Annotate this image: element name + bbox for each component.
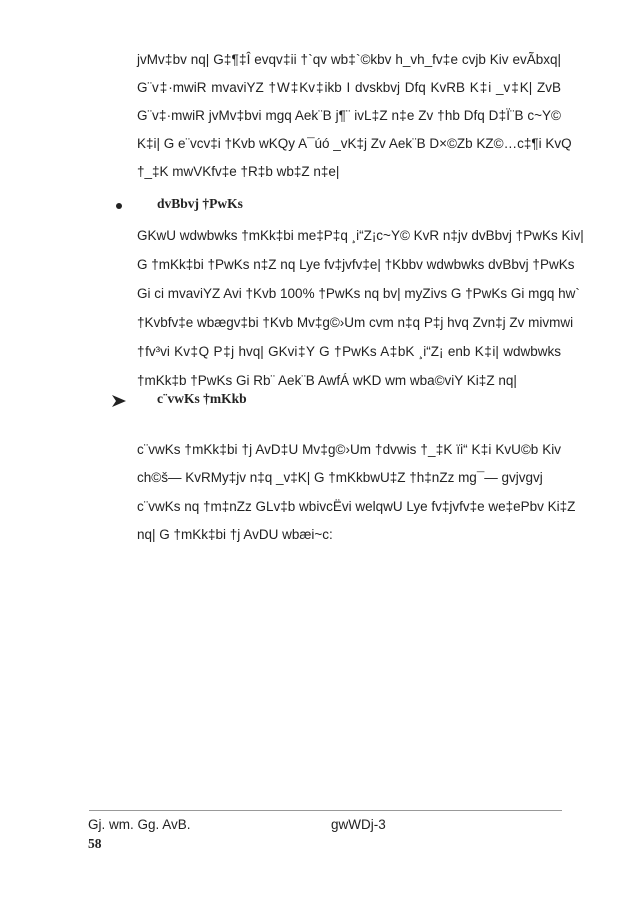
section-heading-packing-section: c¨vwKs †mKkb	[157, 391, 247, 406]
text-line: Gi ci mvaviYZ Avi †Kvb 100% †PwKs nq bv| myZivs G †PwKs Gi mgq hw`	[137, 286, 580, 301]
arrowhead-icon	[112, 395, 126, 407]
text-line: K‡i| G e¨vcv‡i †Kvb wKQy A¯úó _vK‡j Zv Aek¨B D×©Zb KZ©…c‡¶i KvQ	[137, 136, 572, 151]
footer-course-title: Gj. wm. Gg. AvB.	[88, 817, 191, 832]
text-line: c¨vwKs †mKk‡bi †j AvD‡U Mv‡g©›Um †dvwis †_‡K ïi“ K‡i KvU©b Kiv	[137, 442, 561, 457]
text-line: jvMv‡bv nq| G‡¶‡Î evqv‡ii †`qv wb‡`©kbv h_vh_fv‡e cvjb Kiv evÃbxq|	[137, 52, 561, 67]
text-line: c¨vwKs nq †m‡nZz GLv‡b wbivcËvi welqwU Lye fv‡jvfv‡e we‡ePbv Ki‡Z	[137, 499, 576, 514]
footer-divider	[89, 810, 562, 811]
text-line: †mKk‡b †PwKs Gi Rb¨ Aek¨B AwfÁ wKD wm wba©viY Ki‡Z nq|	[137, 373, 517, 388]
text-line: GKwU wdwbwks †mKk‡bi me‡P‡q ¸i“Z¡c~Y© KvR n‡jv dvBbvj †PwKs Kiv|	[137, 228, 584, 243]
text-line: nq| G †mKk‡bi †j AvDU wbæi~c:	[137, 527, 333, 542]
text-line: †fv³vi Kv‡Q P‡j hvq| GKvi‡Y G †PwKs A‡bK ¸i“Z¡ enb K‡i| wdwbwks	[137, 344, 561, 359]
text-line: G¨v‡·mwiR jvMv‡bvi mgq Aek¨B j¶¨ ivL‡Z n‡e Zv †hb Dfq D‡Ï¨B c~Y©	[137, 108, 561, 123]
section-heading-final-checking: dvBbvj †PwKs	[157, 196, 243, 211]
text-line: ch©š— KvRMy‡jv n‡q _v‡K| G †mKkbwU‡Z †h‡nZz mg¯— gvjvgvj	[137, 470, 543, 485]
footer-module-label: gwWDj-3	[331, 817, 386, 832]
text-line: †_‡K mwVKfv‡e †R‡b wb‡Z n‡e|	[137, 164, 340, 179]
page-number: 58	[88, 836, 102, 851]
bullet-icon	[116, 203, 122, 209]
text-line: G †mKk‡bi †PwKs n‡Z nq Lye fv‡jvfv‡e| †Kbbv wdwbwks dvBbvj †PwKs	[137, 257, 575, 272]
text-line: †Kvbfv‡e wbægv‡bi †Kvb Mv‡g©›Um cvm n‡q P‡j hvq Zvn‡j Zv mivmwi	[137, 315, 574, 330]
text-line: G¨v‡·mwiR mvaviYZ †W‡Kv‡ikb I dvskbvj Dfq KvRB K‡i _v‡K| ZvB	[137, 80, 561, 95]
